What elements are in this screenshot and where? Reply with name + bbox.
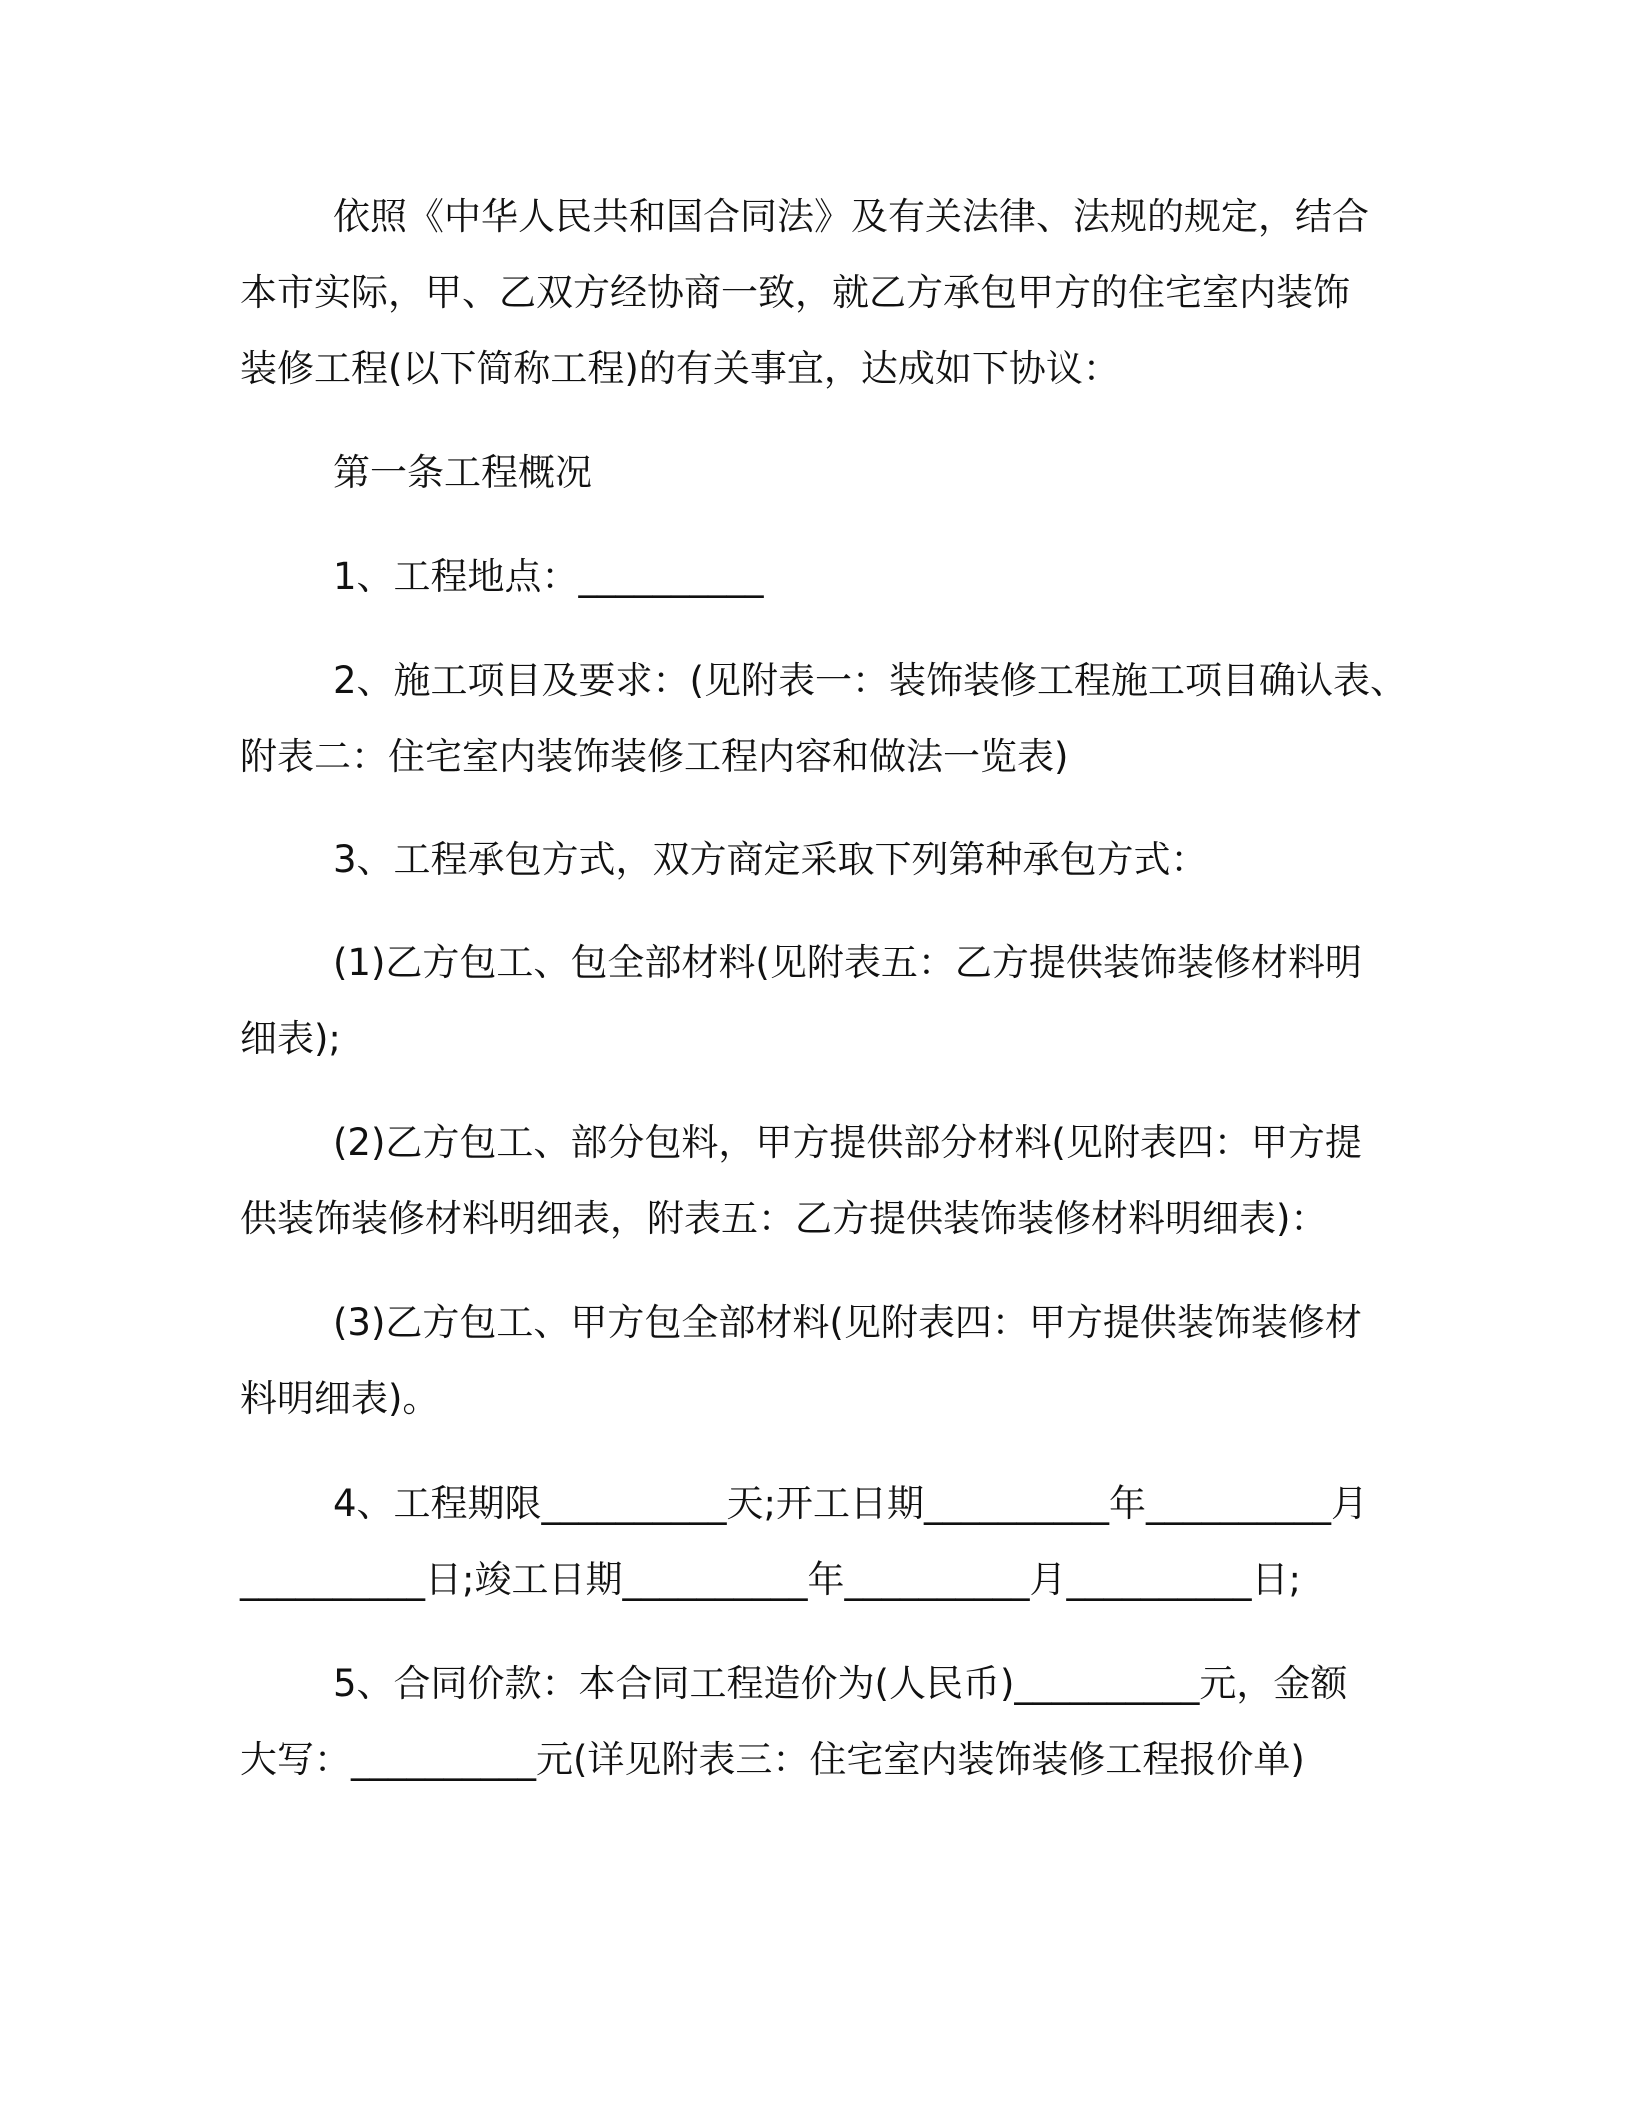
clause-5-line: 5、合同价款：本合同工程造价为(人民币)__________元，金额: [333, 1662, 1348, 1705]
option-1-line: 细表);: [240, 1017, 341, 1060]
clause-4-line: 4、工程期限__________天;开工日期__________年__________月: [333, 1482, 1369, 1525]
option-2-line: 供装饰装修材料明细表，附表五：乙方提供装饰装修材料明细表)：: [240, 1197, 1328, 1240]
clause-2-line: 2、施工项目及要求：(见附表一：装饰装修工程施工项目确认表、: [333, 659, 1407, 702]
clause-3-line: 3、工程承包方式，双方商定采取下列第种承包方式：: [333, 838, 1208, 881]
option-3-line: (3)乙方包工、甲方包全部材料(见附表四：甲方提供装饰装修材: [333, 1301, 1362, 1344]
clause-4-line: __________日;竣工日期__________年__________月__________日;: [240, 1558, 1301, 1601]
option-1-line: (1)乙方包工、包全部材料(见附表五：乙方提供装饰装修材料明: [333, 941, 1362, 984]
clause-1-location: 1、工程地点：__________: [333, 555, 764, 598]
option-3-line: 料明细表)。: [240, 1377, 440, 1420]
clause-2-line: 附表二：住宅室内装饰装修工程内容和做法一览表): [240, 735, 1069, 778]
section-heading: 第一条工程概况: [333, 451, 592, 494]
preamble-line: 装修工程(以下简称工程)的有关事宜，达成如下协议：: [240, 347, 1120, 390]
preamble-line: 依照《中华人民共和国合同法》及有关法律、法规的规定，结合: [333, 195, 1369, 238]
clause-5-line: 大写：__________元(详见附表三：住宅室内装饰装修工程报价单): [240, 1738, 1305, 1781]
preamble-line: 本市实际，甲、乙双方经协商一致，就乙方承包甲方的住宅室内装饰: [240, 271, 1350, 314]
option-2-line: (2)乙方包工、部分包料，甲方提供部分材料(见附表四：甲方提: [333, 1121, 1362, 1164]
